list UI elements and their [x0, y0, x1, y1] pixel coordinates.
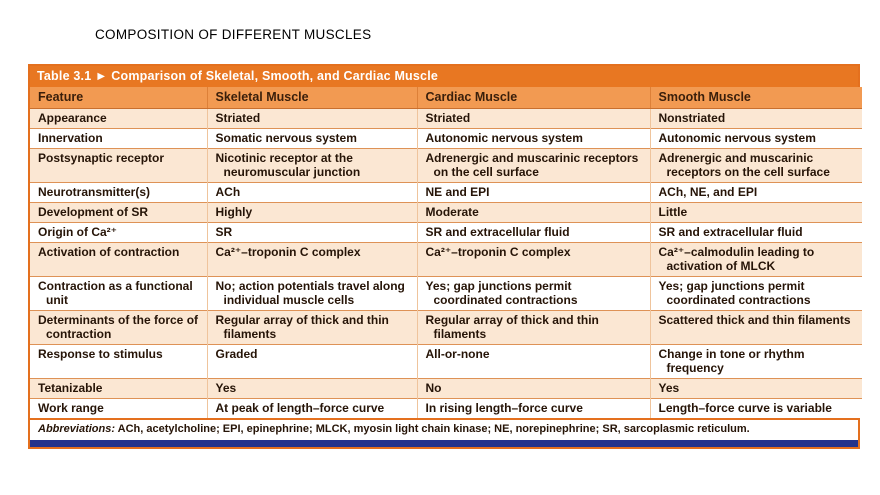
table-row: [30, 345, 862, 379]
page-title: COMPOSITION OF DIFFERENT MUSCLES: [95, 27, 372, 42]
cell-smooth: ACh, NE, and EPI: [650, 183, 862, 203]
cell-cardiac: SR and extracellular fluid: [417, 223, 650, 243]
cell-cardiac: No: [417, 379, 650, 399]
table-body: [30, 109, 862, 419]
table-row: [30, 149, 862, 183]
cell-skeletal: SR: [207, 223, 417, 243]
cell-feature: Response to stimulus: [30, 345, 207, 379]
cell-cardiac: Moderate: [417, 203, 650, 223]
cell-feature: Appearance: [30, 109, 207, 129]
cell-smooth: Nonstriated: [650, 109, 862, 129]
comparison-table: [30, 87, 862, 418]
header-row: [30, 87, 862, 109]
cell-cardiac: Autonomic nervous system: [417, 129, 650, 149]
cell-feature: Tetanizable: [30, 379, 207, 399]
cell-cardiac: Striated: [417, 109, 650, 129]
table-row: [30, 183, 862, 203]
cell-cardiac: Adrenergic and muscarinic receptors on the cell surface: [417, 149, 650, 183]
table-row: [30, 109, 862, 129]
cell-smooth: SR and extracellular fluid: [650, 223, 862, 243]
page-edge-bar: [30, 440, 858, 447]
cell-feature: Development of SR: [30, 203, 207, 223]
cell-skeletal: Highly: [207, 203, 417, 223]
cell-skeletal: Ca²⁺–troponin C complex: [207, 243, 417, 277]
cell-smooth: Yes; gap junctions permit coordinated contractions: [650, 277, 862, 311]
cell-smooth: Autonomic nervous system: [650, 129, 862, 149]
cell-feature: Neurotransmitter(s): [30, 183, 207, 203]
table-row: [30, 399, 862, 419]
cell-skeletal: Somatic nervous system: [207, 129, 417, 149]
cell-feature: Contraction as a functional unit: [30, 277, 207, 311]
cell-smooth: Little: [650, 203, 862, 223]
cell-smooth: Ca²⁺–calmodulin leading to activation of MLCK: [650, 243, 862, 277]
table-row: [30, 129, 862, 149]
cell-smooth: Change in tone or rhythm frequency: [650, 345, 862, 379]
cell-cardiac: Ca²⁺–troponin C complex: [417, 243, 650, 277]
cell-feature: Activation of contraction: [30, 243, 207, 277]
table-row: [30, 311, 862, 345]
cell-skeletal: Nicotinic receptor at the neuromuscular junction: [207, 149, 417, 183]
table-row: [30, 277, 862, 311]
cell-cardiac: NE and EPI: [417, 183, 650, 203]
table-row: [30, 243, 862, 277]
cell-feature: Work range: [30, 399, 207, 419]
cell-skeletal: No; action potentials travel along individual muscle cells: [207, 277, 417, 311]
cell-smooth: Adrenergic and muscarinic receptors on the cell surface: [650, 149, 862, 183]
column-header-cardiac: Cardiac Muscle: [417, 87, 650, 109]
cell-feature: Determinants of the force of contraction: [30, 311, 207, 345]
cell-cardiac: Yes; gap junctions permit coordinated contractions: [417, 277, 650, 311]
cell-skeletal: Striated: [207, 109, 417, 129]
muscle-comparison-table: [28, 64, 860, 449]
column-header-smooth: Smooth Muscle: [650, 87, 862, 109]
cell-feature: Origin of Ca²⁺: [30, 223, 207, 243]
cell-skeletal: Yes: [207, 379, 417, 399]
footnote-label: Abbreviations:: [38, 423, 116, 435]
cell-skeletal: ACh: [207, 183, 417, 203]
column-header-skeletal: Skeletal Muscle: [207, 87, 417, 109]
table-caption: Table 3.1 ► Comparison of Skeletal, Smooth, and Cardiac Muscle: [30, 66, 858, 87]
table-row: [30, 379, 862, 399]
cell-smooth: Length–force curve is variable: [650, 399, 862, 419]
cell-cardiac: All-or-none: [417, 345, 650, 379]
table-footnote: [30, 418, 858, 440]
table-row: [30, 223, 862, 243]
cell-skeletal: Graded: [207, 345, 417, 379]
footnote-text: ACh, acetylcholine; EPI, epinephrine; MLCK, myosin light chain kinase; NE, norepinephrine; SR, sarcoplasmic reticulum.: [117, 423, 750, 435]
cell-skeletal: Regular array of thick and thin filaments: [207, 311, 417, 345]
cell-feature: Innervation: [30, 129, 207, 149]
cell-feature: Postsynaptic receptor: [30, 149, 207, 183]
column-header-feature: Feature: [30, 87, 207, 109]
table-row: [30, 203, 862, 223]
cell-cardiac: Regular array of thick and thin filaments: [417, 311, 650, 345]
cell-smooth: Yes: [650, 379, 862, 399]
cell-skeletal: At peak of length–force curve: [207, 399, 417, 419]
cell-smooth: Scattered thick and thin filaments: [650, 311, 862, 345]
cell-cardiac: In rising length–force curve: [417, 399, 650, 419]
